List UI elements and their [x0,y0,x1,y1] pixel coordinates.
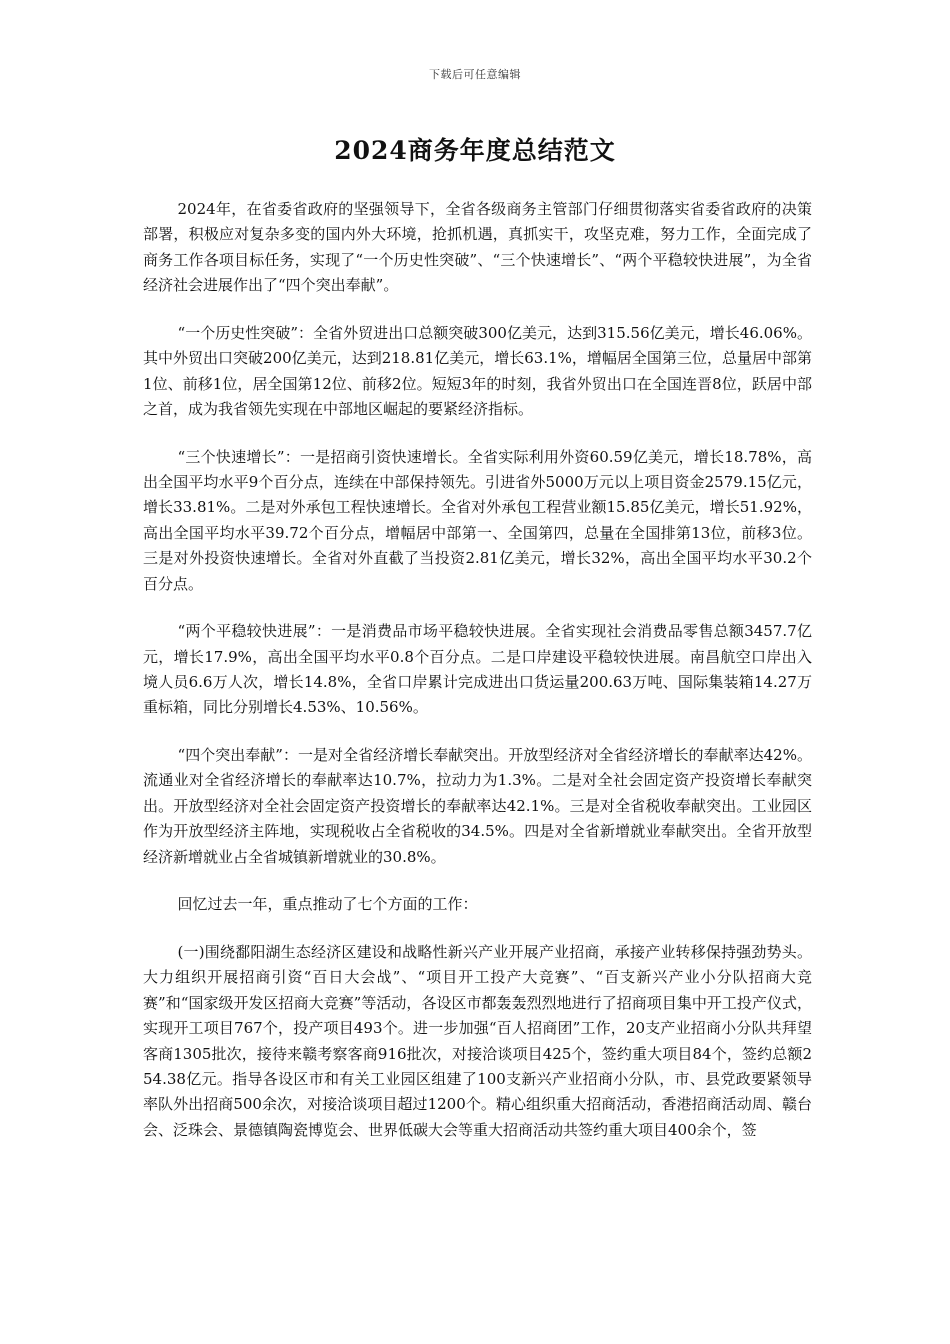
paragraph-intro: 2024年，在省委省政府的坚强领导下，全省各级商务主管部门仔细贯彻落实省委省政府的决策部署，积极应对复杂多变的国内外大环境，抢抓机遇，真抓实干，攻坚克难，努力工作，全面完成了商务工作各项目标任务，实现了“一个历史性突破”、“三个快速增长”、“两个平稳较快进展”，为全省经济社会进展作出了“四个突出奉献”。 [143,200,812,295]
document-title: 2024商务年度总结范文 [334,136,616,165]
paragraph-historic-breakthrough: “一个历史性突破”：全省外贸进出口总额突破300亿美元，达到315.56亿美元，增长46.06%。其中外贸出口突破200亿美元，达到218.81亿美元，增长63.1%，增幅居全国第三位，总量居中部第1位、前移1位，居全国第12位、前移2位。短短3年的时刻，我省外贸出口在全国连晋8位，跃居中部之首，成为我省领先实现在中部地区崛起的要紧经济指标。 [143,323,812,419]
paragraph-three-growths: “三个快速增长”：一是招商引资快速增长。全省实际利用外资60.59亿美元，增长18.78%，高出全国平均水平9个百分点，连续在中部保持领先。引进省外5000万元以上项目资金2579.15亿元，增长33.81%。二是对外承包工程快速增长。全省对外承包工程营业额15.85亿美元，增长51.92%，高出全国平均水平39.72个百分点，增幅居中部第一、全国第四，总量在全国排第13位，前移3位。三是对外投资快速增长。全省对外直截了当投资2.81亿美元，增长32%，高出全国平均水平30.2个百分点。 [143,447,812,593]
paragraph-review-intro: 回忆过去一年，重点推动了七个方面的工作： [177,895,478,914]
header-note: 下载后可任意编辑 [429,68,521,81]
paragraph-four-contributions: “四个突出奉献”：一是对全省经济增长奉献突出。开放型经济对全省经济增长的奉献率达42%。流通业对全省经济增长的奉献率达10.7%，拉动力为1.3%。二是对全社会固定资产投资增长奉献突出。开放型经济对全社会固定资产投资增长的奉献率达42.1%。三是对全省税收奉献突出。工业园区作为开放型经济主阵地，实现税收占全省税收的34.5%。四是对全省新增就业奉献突出。全省开放型经济新增就业占全省城镇新增就业的30.8%。 [143,746,812,866]
document-body [143,197,812,1165]
paragraph-two-steady-progress: “两个平稳较快进展”：一是消费品市场平稳较快进展。全省实现社会消费品零售总额3457.7亿元，增长17.9%，高出全国平均水平0.8个百分点。二是口岸建设平稳较快进展。南昌航空口岸出入境人员6.6万人次，增长14.8%，全省口岸累计完成进出口货运量200.63万吨、国际集装箱14.27万重标箱，同比分别增长4.53%、10.56%。 [143,622,812,717]
paragraph-item-one: (一)围绕鄱阳湖生态经济区建设和战略性新兴产业开展产业招商，承接产业转移保持强劲势头。大力组织开展招商引资“百日大会战”、“项目开工投产大竞赛”、“百支新兴产业小分队招商大竞赛”和“国家级开发区招商大竞赛”等活动，各设区市都轰轰烈烈地进行了招商项目集中开工投产仪式，实现开工项目767个，投产项目493个。进一步加强“百人招商团”工作，20支产业招商小分队共拜望客商1305批次，接待来赣考察客商916批次，对接洽谈项目425个，签约重大项目84个，签约总额254.38亿元。指导各设区市和有关工业园区组建了100支新兴产业招商小分队，市、县党政要紧领导率队外出招商500余次，对接洽谈项目超过1200个。精心组织重大招商活动，香港招商活动周、赣台会、泛珠会、景德镇陶瓷博览会、世界低碳大会等重大招商活动共签约重大项目400余个，签 [143,942,812,1139]
